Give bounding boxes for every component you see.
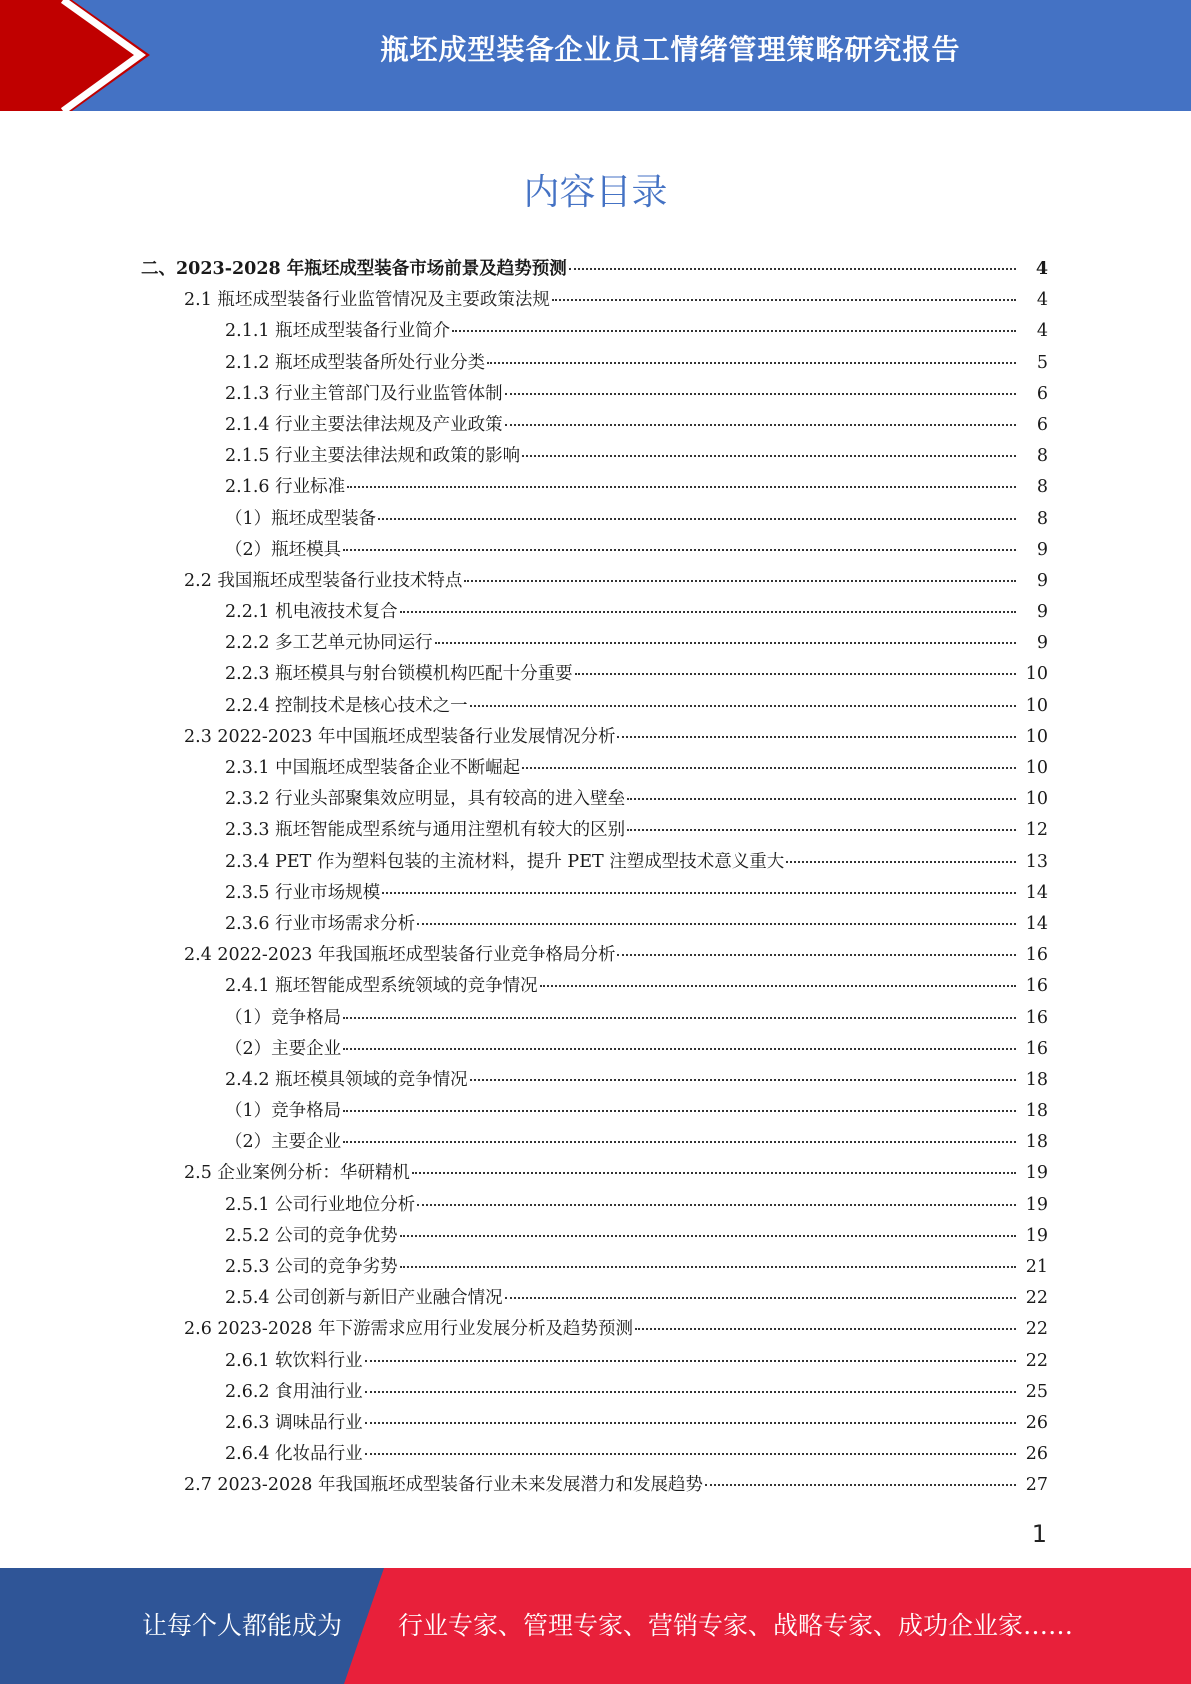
toc-entry[interactable] [225, 1283, 1191, 1314]
toc-entry[interactable] [225, 379, 1191, 410]
toc-dot-leader [417, 923, 1016, 925]
toc-entry[interactable] [184, 1314, 1191, 1345]
toc-dot-leader [452, 330, 1016, 332]
toc-entry-label: 2.3.4 PET 作为塑料包装的主流材料，提升 PET 注塑成型技术意义重大 [225, 851, 785, 872]
toc-entry-label: 2.6 2023-2028 年下游需求应用行业发展分析及趋势预测 [184, 1319, 633, 1340]
footer-roles: 行业专家、管理专家、营销专家、战略专家、成功企业家…… [398, 1611, 1074, 1640]
toc-entry-page: 10 [1025, 789, 1048, 810]
toc-entry[interactable] [225, 472, 1191, 503]
toc-dot-leader [505, 1297, 1016, 1299]
toc-entry-page: 16 [1025, 1038, 1048, 1059]
toc-dot-leader [343, 1141, 1016, 1143]
toc-entry[interactable] [225, 597, 1191, 628]
toc-entry[interactable] [225, 784, 1191, 815]
toc-entry[interactable] [225, 628, 1191, 659]
toc-dot-leader [347, 486, 1016, 488]
toc-entry-label: 2.3 2022-2023 年中国瓶坯成型装备行业发展情况分析 [184, 726, 616, 747]
toc-entry-page: 16 [1025, 945, 1048, 966]
toc-entry[interactable] [225, 878, 1191, 909]
toc-entry-label: 2.5 企业案例分析：华研精机 [184, 1163, 410, 1184]
toc-dot-leader [617, 736, 1016, 738]
toc-entry-label: 2.6.1 软饮料行业 [225, 1350, 363, 1371]
toc-entry-label: （1）瓶坯成型装备 [225, 508, 377, 529]
toc-entry-label: 2.6.4 化妆品行业 [225, 1444, 363, 1465]
toc-entry[interactable] [225, 847, 1191, 878]
toc-entry[interactable] [225, 1190, 1191, 1221]
toc-dot-leader [627, 798, 1016, 800]
toc-entry-label: 2.7 2023-2028 年我国瓶坯成型装备行业未来发展潜力和发展趋势 [184, 1475, 703, 1496]
toc-entry-page: 9 [1036, 602, 1048, 623]
toc-dot-leader [505, 393, 1016, 395]
toc-entry[interactable] [225, 1127, 1191, 1158]
toc-entry-label: 2.1.5 行业主要法律法规和政策的影响 [225, 446, 521, 467]
toc-entry-page: 16 [1025, 1007, 1048, 1028]
toc-entry[interactable] [225, 1003, 1191, 1034]
toc-entry[interactable] [225, 1221, 1191, 1252]
toc-entry-label: 2.2.1 机电液技术复合 [225, 602, 398, 623]
toc-entry-page: 12 [1025, 820, 1048, 841]
toc-entry-page: 18 [1025, 1132, 1048, 1153]
toc-dot-leader [617, 954, 1016, 956]
report-title: 瓶坯成型装备企业员工情绪管理策略研究报告 [380, 33, 961, 66]
toc-dot-leader [365, 1360, 1016, 1362]
toc-entry[interactable] [225, 1065, 1191, 1096]
toc-entry-page: 16 [1025, 976, 1048, 997]
toc-dot-leader [365, 1422, 1016, 1424]
toc-entry-label: 2.1 瓶坯成型装备行业监管情况及主要政策法规 [184, 290, 550, 311]
toc-dot-leader [627, 829, 1016, 831]
toc-entry-label: 2.6.3 调味品行业 [225, 1412, 363, 1433]
toc-entry-page: 6 [1036, 383, 1048, 404]
toc-entry[interactable] [225, 1346, 1191, 1377]
toc-entry[interactable] [184, 1470, 1191, 1501]
toc-dot-leader [343, 1017, 1016, 1019]
toc-entry[interactable] [225, 815, 1191, 846]
toc-dot-leader [635, 1328, 1016, 1330]
toc-dot-leader [464, 580, 1016, 582]
toc-dot-leader [382, 892, 1016, 894]
toc-entry-label: 2.5.2 公司的竞争优势 [225, 1225, 398, 1246]
toc-entry-page: 14 [1025, 882, 1048, 903]
toc-entry[interactable] [225, 410, 1191, 441]
toc-entry[interactable] [184, 940, 1191, 971]
toc-entry-page: 6 [1036, 414, 1048, 435]
toc-entry-label: 2.5.3 公司的竞争劣势 [225, 1257, 398, 1277]
table-of-contents [0, 254, 1191, 1502]
toc-entry-label: 2.2.4 控制技术是核心技术之一 [225, 695, 468, 716]
toc-entry[interactable] [184, 722, 1191, 753]
toc-entry-page: 8 [1036, 508, 1048, 529]
toc-entry-page: 26 [1025, 1444, 1048, 1465]
toc-entry-page: 10 [1025, 695, 1048, 716]
toc-entry[interactable] [225, 971, 1191, 1002]
toc-entry-label: 2.3.3 瓶坯智能成型系统与通用注塑机有较大的区别 [225, 820, 626, 841]
toc-entry-label: 2.1.4 行业主要法律法规及产业政策 [225, 414, 503, 435]
toc-dot-leader [522, 767, 1016, 769]
toc-entry[interactable] [184, 285, 1191, 316]
toc-entry-label: 2.1.2 瓶坯成型装备所处行业分类 [225, 352, 486, 373]
toc-entry-label: （1）竞争格局 [225, 1007, 342, 1028]
toc-dot-leader [569, 268, 1016, 270]
toc-dot-leader [540, 985, 1016, 987]
page-footer [0, 1568, 1191, 1684]
toc-entry-label: 2.2.3 瓶坯模具与射台锁模机构匹配十分重要 [225, 664, 573, 685]
page-number: 1 [1031, 1520, 1047, 1548]
toc-entry-label: 2.3.2 行业头部聚集效应明显，具有较高的进入壁垒 [225, 789, 626, 810]
toc-entry-label: 2.1.3 行业主管部门及行业监管体制 [225, 383, 503, 404]
toc-entry-page: 18 [1025, 1069, 1048, 1090]
toc-entry-page: 22 [1025, 1288, 1048, 1309]
toc-entry-page: 8 [1036, 477, 1048, 498]
toc-dot-leader [435, 642, 1016, 644]
toc-entry-page: 19 [1025, 1194, 1048, 1215]
toc-entry[interactable] [225, 909, 1191, 940]
toc-entry[interactable] [225, 1252, 1191, 1283]
toc-dot-leader [365, 1453, 1016, 1455]
toc-entry-page: 4 [1036, 321, 1048, 342]
toc-entry-label: 2.2 我国瓶坯成型装备行业技术特点 [184, 570, 463, 591]
toc-entry[interactable] [225, 441, 1191, 472]
toc-entry-page: 26 [1025, 1412, 1048, 1433]
toc-entry-page: 19 [1025, 1225, 1048, 1246]
toc-entry-label: （2）主要企业 [225, 1038, 342, 1059]
toc-entry-label: 2.5.1 公司行业地位分析 [225, 1194, 416, 1215]
toc-entry-label: 2.4.1 瓶坯智能成型系统领域的竞争情况 [225, 976, 538, 997]
toc-entry-page: 9 [1036, 633, 1048, 654]
toc-entry-label: 2.4.2 瓶坯模具领域的竞争情况 [225, 1069, 468, 1090]
toc-entry-page: 9 [1036, 570, 1048, 591]
toc-entry-page: 13 [1025, 851, 1048, 872]
footer-slogan: 让每个人都能成为 [142, 1611, 343, 1640]
toc-dot-leader [400, 1235, 1016, 1237]
toc-entry[interactable] [225, 1034, 1191, 1065]
toc-entry-label: 2.4 2022-2023 年我国瓶坯成型装备行业竞争格局分析 [184, 945, 616, 966]
toc-dot-leader [505, 424, 1016, 426]
toc-entry-page: 14 [1025, 913, 1048, 934]
toc-entry[interactable] [225, 316, 1191, 347]
toc-dot-leader [705, 1484, 1016, 1486]
toc-dot-leader [552, 299, 1016, 301]
toc-dot-leader [522, 455, 1016, 457]
toc-dot-leader [400, 611, 1016, 613]
toc-entry-page: 8 [1036, 446, 1048, 467]
toc-entry-page: 9 [1036, 539, 1048, 560]
toc-entry-label: 二、2023-2028 年瓶坯成型装备市场前景及趋势预测 [141, 259, 567, 279]
toc-entry-page: 4 [1036, 290, 1048, 311]
toc-dot-leader [343, 1110, 1016, 1112]
toc-entry-label: 2.2.2 多工艺单元协同运行 [225, 633, 433, 654]
toc-entry[interactable] [225, 504, 1191, 535]
toc-dot-leader [417, 1204, 1016, 1206]
toc-dot-leader [487, 362, 1016, 364]
toc-entry[interactable] [225, 1439, 1191, 1470]
toc-entry-page: 25 [1025, 1381, 1048, 1402]
toc-heading: 内容目录 [523, 172, 668, 213]
toc-entry[interactable] [184, 566, 1191, 597]
toc-dot-leader [470, 705, 1016, 707]
toc-entry-label: 2.1.1 瓶坯成型装备行业简介 [225, 321, 451, 342]
toc-entry-label: （2）瓶坯模具 [225, 539, 342, 560]
toc-entry-page: 19 [1025, 1163, 1048, 1184]
toc-entry[interactable] [225, 659, 1191, 690]
toc-entry-label: （2）主要企业 [225, 1132, 342, 1153]
toc-dot-leader [378, 518, 1016, 520]
toc-entry-page: 10 [1025, 726, 1048, 747]
toc-entry[interactable] [225, 535, 1191, 566]
toc-entry[interactable] [225, 348, 1191, 379]
toc-entry-label: 2.6.2 食用油行业 [225, 1381, 363, 1402]
toc-entry[interactable] [184, 1158, 1191, 1189]
toc-entry-label: 2.3.5 行业市场规模 [225, 882, 381, 903]
report-header [0, 0, 1191, 111]
toc-entry[interactable] [141, 254, 1191, 285]
toc-dot-leader [343, 549, 1016, 551]
toc-dot-leader [400, 1266, 1016, 1268]
toc-entry-label: 2.3.6 行业市场需求分析 [225, 913, 416, 934]
toc-entry[interactable] [225, 1096, 1191, 1127]
toc-entry-label: 2.3.1 中国瓶坯成型装备企业不断崛起 [225, 758, 521, 778]
toc-entry-page: 10 [1025, 758, 1048, 778]
toc-entry-page: 22 [1025, 1350, 1048, 1371]
toc-entry-page: 10 [1025, 664, 1048, 685]
toc-entry[interactable] [225, 1408, 1191, 1439]
toc-entry[interactable] [225, 753, 1191, 784]
toc-entry-page: 22 [1025, 1319, 1048, 1340]
toc-entry-label: 2.5.4 公司创新与新旧产业融合情况 [225, 1288, 503, 1309]
toc-dot-leader [343, 1048, 1016, 1050]
toc-entry-label: 2.1.6 行业标准 [225, 477, 346, 498]
toc-entry-page: 27 [1025, 1475, 1048, 1496]
toc-entry-page: 18 [1025, 1101, 1048, 1122]
toc-entry-page: 21 [1025, 1257, 1048, 1277]
toc-entry[interactable] [225, 691, 1191, 722]
toc-dot-leader [412, 1172, 1016, 1174]
toc-entry-label: （1）竞争格局 [225, 1101, 342, 1122]
toc-dot-leader [365, 1391, 1016, 1393]
toc-entry-page: 4 [1035, 259, 1048, 279]
toc-entry-page: 5 [1036, 352, 1048, 373]
toc-entry[interactable] [225, 1377, 1191, 1408]
toc-dot-leader [786, 861, 1016, 863]
toc-dot-leader [575, 673, 1016, 675]
toc-dot-leader [470, 1079, 1016, 1081]
